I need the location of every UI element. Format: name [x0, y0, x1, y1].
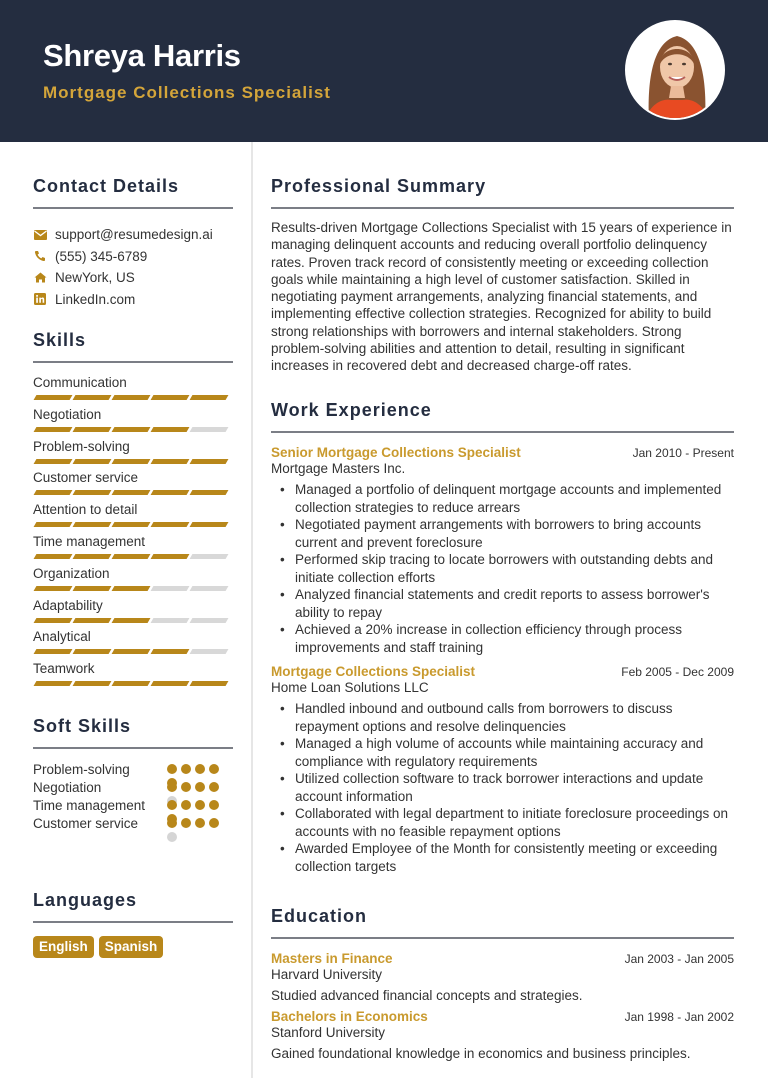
- skill-label: Problem-solving: [33, 438, 130, 454]
- linkedin-icon: [33, 292, 47, 306]
- skill-item: [33, 469, 233, 501]
- job-bullet: • Collaborated with legal department to initiate foreclosure proceedings on accounts with no feasible repayment options: [271, 805, 734, 840]
- soft-skill-label: Negotiation: [33, 780, 102, 795]
- languages-heading: Languages: [33, 890, 138, 910]
- soft-skill-label: Time management: [33, 798, 146, 813]
- job-bullet: • Utilized collection software to track borrower interactions and update account information: [271, 770, 734, 805]
- rating-segment: [112, 522, 151, 527]
- rating-segment: [73, 681, 112, 686]
- rating-segment: [73, 459, 112, 464]
- degree-header: [271, 1009, 734, 1024]
- summary-heading: Professional Summary: [271, 176, 487, 196]
- rating-segment: [112, 618, 151, 623]
- rating-segment: [112, 395, 151, 400]
- rating-segment: [73, 427, 112, 432]
- rating-dot: [209, 782, 219, 792]
- rating-dot: [195, 818, 205, 828]
- job-dates: Jan 2010 - Present: [632, 446, 734, 460]
- skill-item: [33, 374, 233, 406]
- soft-skill-item: [33, 815, 233, 833]
- skill-item: [33, 628, 233, 660]
- rating-segment: [190, 586, 229, 591]
- rating-segment: [112, 427, 151, 432]
- rating-dot: [209, 800, 219, 810]
- degree-title: Masters in Finance: [271, 951, 393, 966]
- languages-section: [33, 890, 233, 958]
- rating-segment: [190, 395, 229, 400]
- contact-phone-text: (555) 345-6789: [55, 248, 148, 264]
- job-bullet: • Managed a portfolio of delinquent mortgage accounts and implemented collection strategies to reduce arrears: [271, 481, 734, 516]
- contact-email-text: support@resumedesign.ai: [55, 227, 213, 243]
- job-title: Senior Mortgage Collections Specialist: [271, 445, 521, 460]
- skill-label: Attention to detail: [33, 502, 138, 518]
- rating-segment: [151, 427, 190, 432]
- rating-segment: [112, 586, 151, 591]
- soft-skill-label: Problem-solving: [33, 762, 130, 777]
- skill-rating-bar: [33, 395, 233, 400]
- rating-segment: [112, 490, 151, 495]
- rating-dot: [167, 800, 177, 810]
- soft-skill-item: [33, 797, 233, 815]
- soft-skill-label: Customer service: [33, 816, 139, 831]
- contact-email[interactable]: [33, 224, 233, 246]
- contact-location-text: NewYork, US: [55, 270, 135, 286]
- candidate-title: Mortgage Collections Specialist: [43, 83, 331, 102]
- rating-segment: [151, 459, 190, 464]
- rating-segment: [73, 618, 112, 623]
- skill-rating-bar: [33, 586, 233, 591]
- rating-dot: [181, 800, 191, 810]
- degree-description: Gained foundational knowledge in economics and business principles.: [271, 1046, 691, 1061]
- section-divider: [33, 921, 233, 923]
- job-bullet: • Performed skip tracing to locate borrowers with outstanding debts and initiate collection efforts: [271, 551, 734, 586]
- job-bullet-list: [271, 481, 734, 656]
- resume-header: [0, 0, 768, 142]
- contact-linkedin-text: LinkedIn.com: [55, 291, 136, 307]
- rating-segment: [73, 649, 112, 654]
- section-divider: [33, 747, 233, 749]
- rating-segment: [73, 522, 112, 527]
- job-entry: [271, 445, 734, 656]
- rating-dot: [209, 764, 219, 774]
- column-divider: [251, 142, 253, 1078]
- rating-segment: [112, 649, 151, 654]
- contact-section: [33, 176, 233, 310]
- skill-label: Negotiation: [33, 406, 102, 422]
- rating-segment: [73, 554, 112, 559]
- soft-skill-rating-dots: [167, 818, 223, 842]
- work-heading: Work Experience: [271, 400, 432, 420]
- job-bullet: • Negotiated payment arrangements with borrowers to bring accounts current and prevent foreclosure: [271, 516, 734, 551]
- skill-label: Communication: [33, 375, 127, 390]
- degree-title: Bachelors in Economics: [271, 1009, 428, 1024]
- job-bullet: • Achieved a 20% increase in collection efficiency through process improvements and staff training: [271, 621, 734, 656]
- job-title: Mortgage Collections Specialist: [271, 664, 476, 679]
- rating-dot: [181, 782, 191, 792]
- skill-rating-bar: [33, 459, 233, 464]
- skill-label: Time management: [33, 533, 146, 549]
- summary-section: [271, 176, 734, 375]
- education-entry: [271, 1009, 734, 1061]
- education-heading: Education: [271, 906, 368, 926]
- job-header: [271, 664, 734, 679]
- skill-item: [33, 501, 233, 533]
- rating-segment: [34, 681, 73, 686]
- skill-label: Analytical: [33, 629, 91, 645]
- skill-rating-bar: [33, 522, 233, 527]
- candidate-name: Shreya Harris: [43, 38, 241, 73]
- skill-rating-bar: [33, 427, 233, 432]
- rating-segment: [112, 554, 151, 559]
- soft-skill-item: [33, 761, 233, 779]
- profile-photo: [625, 20, 725, 120]
- rating-dot: [167, 818, 177, 828]
- skill-item: [33, 438, 233, 470]
- rating-segment: [73, 395, 112, 400]
- rating-segment: [34, 395, 73, 400]
- degree-school: Harvard University: [271, 967, 383, 982]
- rating-segment: [151, 649, 190, 654]
- rating-segment: [34, 586, 73, 591]
- section-divider: [33, 207, 233, 209]
- language-badge: English: [33, 936, 94, 958]
- skill-rating-bar: [33, 618, 233, 623]
- envelope-icon: [33, 228, 47, 242]
- rating-segment: [34, 459, 73, 464]
- job-bullet-list: [271, 700, 734, 875]
- rating-segment: [190, 618, 229, 623]
- rating-segment: [112, 681, 151, 686]
- rating-segment: [151, 554, 190, 559]
- rating-segment: [112, 459, 151, 464]
- rating-segment: [190, 490, 229, 495]
- contact-heading: Contact Details: [33, 176, 180, 196]
- job-bullet: • Handled inbound and outbound calls from borrowers to discuss repayment options and resolve delinquencies: [271, 700, 734, 735]
- degree-description: Studied advanced financial concepts and strategies.: [271, 988, 583, 1003]
- skill-label: Customer service: [33, 470, 139, 486]
- skill-item: [33, 660, 233, 692]
- rating-dot: [167, 832, 177, 842]
- rating-segment: [190, 681, 229, 686]
- skill-label: Adaptability: [33, 597, 103, 613]
- education-entry: [271, 951, 734, 1003]
- rating-segment: [73, 586, 112, 591]
- rating-dot: [181, 818, 191, 828]
- skill-rating-bar: [33, 649, 233, 654]
- summary-text: Results-driven Mortgage Collections Specialist with 15 years of experience in managing delinquent accounts and reducing overall portfolio delinquency rates. Proven track record of consistently meeting or exceeding collection goals while maintaining a high level of customer satisfaction. Skilled in negotiating payment arrangements, analyzing financial statements, and implementing effective collection strategies. Recognized for ability to build strong relationships with borrowers and internal stakeholders. Strong problem-solving abilities and attention to detail, resulting in significant increases in recovered debt and decreased charge-off rates.: [271, 220, 732, 374]
- skill-item: [33, 533, 233, 565]
- rating-segment: [34, 490, 73, 495]
- rating-segment: [34, 554, 73, 559]
- job-header: [271, 445, 734, 460]
- job-company: Home Loan Solutions LLC: [271, 680, 429, 695]
- degree-header: [271, 951, 734, 966]
- language-badge: Spanish: [99, 936, 164, 958]
- rating-segment: [190, 459, 229, 464]
- soft-skill-item: [33, 779, 233, 797]
- rating-dot: [195, 764, 205, 774]
- rating-dot: [209, 818, 219, 828]
- skills-heading: Skills: [33, 330, 87, 350]
- job-bullet: • Awarded Employee of the Month for consistently meeting or exceeding collection targets: [271, 840, 734, 875]
- soft-skills-heading: Soft Skills: [33, 716, 132, 736]
- degree-school: Stanford University: [271, 1025, 386, 1040]
- job-company: Mortgage Masters Inc.: [271, 461, 406, 476]
- skill-item: [33, 597, 233, 629]
- skill-rating-bar: [33, 681, 233, 686]
- rating-segment: [34, 427, 73, 432]
- rating-segment: [151, 618, 190, 623]
- job-bullet: • Managed a high volume of accounts while maintaining accuracy and compliance with regulatory requirements: [271, 735, 734, 770]
- rating-dot: [195, 800, 205, 810]
- rating-segment: [190, 427, 229, 432]
- rating-segment: [73, 490, 112, 495]
- rating-segment: [190, 649, 229, 654]
- skill-label: Organization: [33, 565, 110, 581]
- home-icon: [33, 271, 47, 285]
- soft-skills-section: [33, 716, 233, 833]
- rating-segment: [151, 586, 190, 591]
- section-divider: [33, 361, 233, 363]
- degree-dates: Jan 2003 - Jan 2005: [624, 952, 734, 966]
- section-divider: [271, 431, 734, 433]
- rating-dot: [181, 764, 191, 774]
- rating-segment: [190, 522, 229, 527]
- portrait-image: [627, 22, 725, 120]
- section-divider: [271, 937, 734, 939]
- skill-rating-bar: [33, 490, 233, 495]
- skill-rating-bar: [33, 554, 233, 559]
- contact-linkedin[interactable]: [33, 289, 233, 311]
- degree-dates: Jan 1998 - Jan 2002: [624, 1010, 734, 1024]
- rating-dot: [167, 782, 177, 792]
- contact-phone[interactable]: [33, 246, 233, 268]
- rating-segment: [151, 395, 190, 400]
- phone-icon: [33, 249, 47, 263]
- skill-item: [33, 565, 233, 597]
- rating-dot: [195, 782, 205, 792]
- job-entry: [271, 664, 734, 875]
- rating-segment: [151, 681, 190, 686]
- rating-segment: [190, 554, 229, 559]
- rating-segment: [151, 490, 190, 495]
- rating-segment: [34, 618, 73, 623]
- rating-segment: [151, 522, 190, 527]
- skill-item: [33, 406, 233, 438]
- job-bullet: • Analyzed financial statements and credit reports to assess borrower's ability to repay: [271, 586, 734, 621]
- rating-segment: [34, 522, 73, 527]
- job-dates: Feb 2005 - Dec 2009: [621, 665, 734, 679]
- rating-dot: [167, 764, 177, 774]
- skills-section: [33, 330, 233, 692]
- rating-segment: [34, 649, 73, 654]
- work-section: [271, 400, 734, 875]
- contact-location: [33, 267, 233, 289]
- skill-label: Teamwork: [33, 661, 95, 677]
- education-section: [271, 906, 734, 1061]
- section-divider: [271, 207, 734, 209]
